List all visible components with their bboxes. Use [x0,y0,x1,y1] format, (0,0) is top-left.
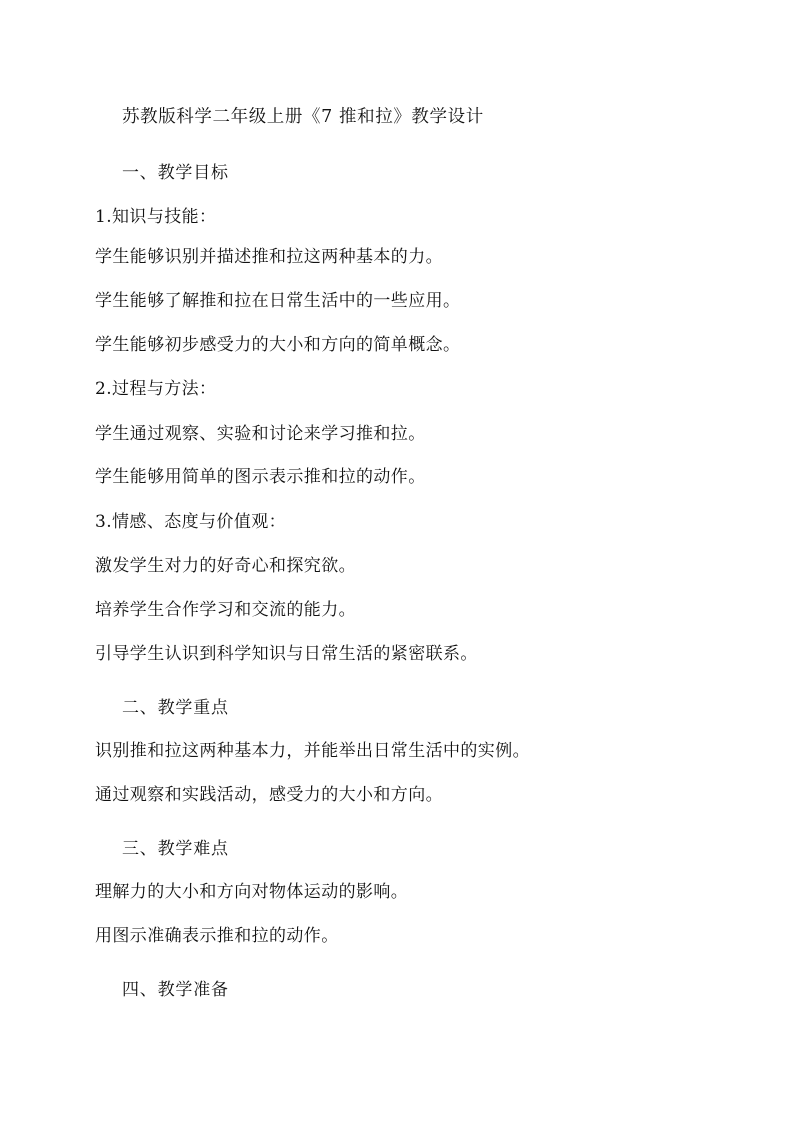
section-heading-difficulties: 三、教学难点 [122,839,229,859]
paragraph: 通过观察和实践活动，感受力的大小和方向。 [95,785,443,805]
paragraph: 识别推和拉这两种基本力，并能举出日常生活中的实例。 [95,741,530,761]
paragraph: 用图示准确表示推和拉的动作。 [95,926,339,946]
section-heading-objectives: 一、教学目标 [122,163,229,183]
paragraph: 学生能够用简单的图示表示推和拉的动作。 [95,467,426,487]
paragraph: 培养学生合作学习和交流的能力。 [95,600,356,620]
section-heading-key-points: 二、教学重点 [122,698,229,718]
subheading-process-methods: 2.过程与方法： [95,379,217,399]
section-heading-preparation: 四、教学准备 [122,980,229,1000]
paragraph: 引导学生认识到科学知识与日常生活的紧密联系。 [95,644,478,664]
paragraph: 理解力的大小和方向对物体运动的影响。 [95,882,409,902]
subheading-attitudes-values: 3.情感、态度与价值观： [95,512,287,532]
paragraph: 学生能够了解推和拉在日常生活中的一些应用。 [95,291,461,311]
document-title: 苏教版科学二年级上册《7 推和拉》教学设计 [122,107,484,127]
subheading-knowledge-skills: 1.知识与技能： [95,207,217,227]
paragraph: 激发学生对力的好奇心和探究欲。 [95,556,356,576]
paragraph: 学生能够初步感受力的大小和方向的简单概念。 [95,335,461,355]
paragraph: 学生能够识别并描述推和拉这两种基本的力。 [95,247,443,267]
paragraph: 学生通过观察、实验和讨论来学习推和拉。 [95,424,426,444]
